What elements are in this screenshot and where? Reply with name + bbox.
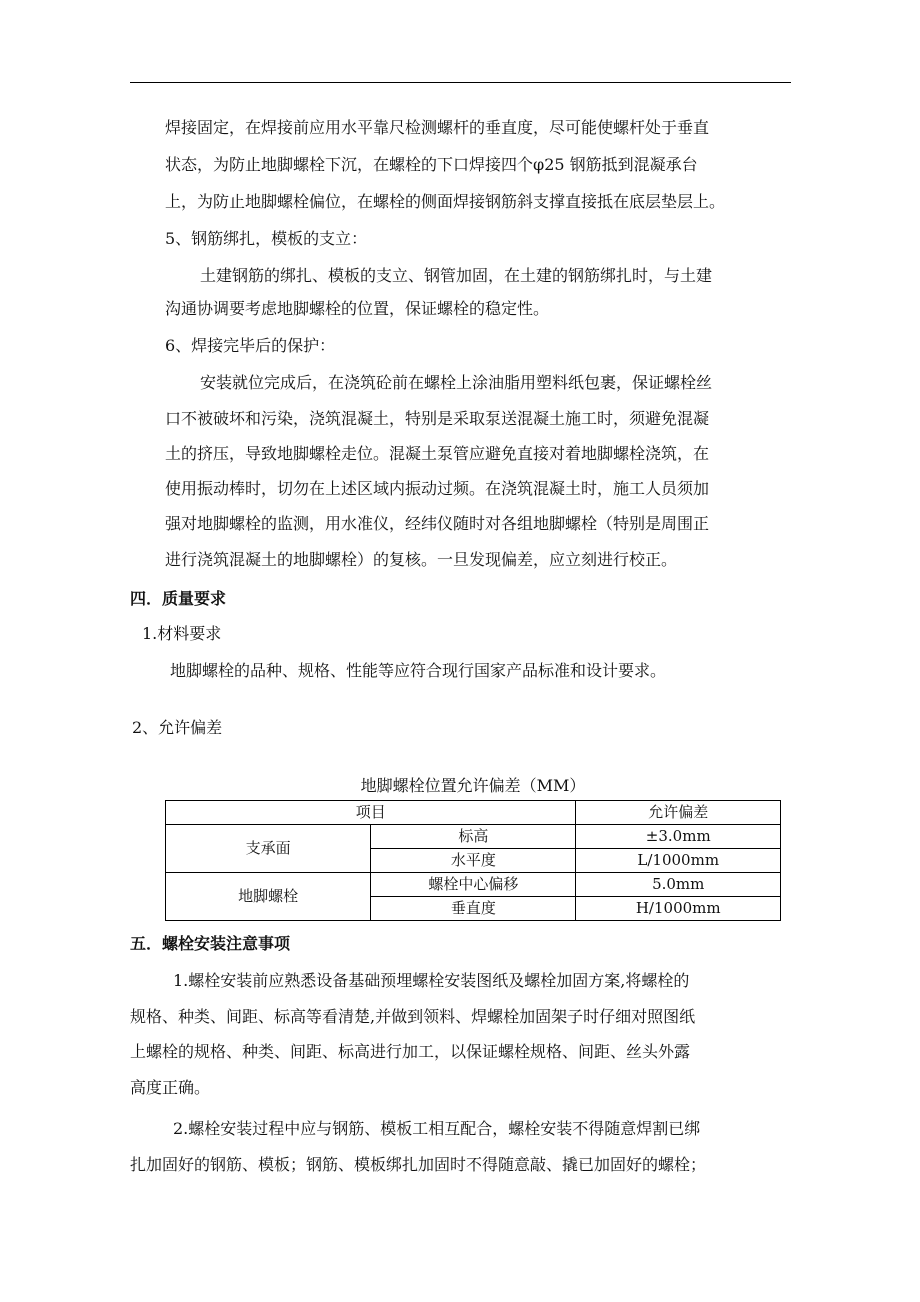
section-heading-bolt-install: 五．螺栓安装注意事项 xyxy=(130,934,291,953)
table-row xyxy=(166,873,781,897)
table-cell-item: 标高 xyxy=(371,825,576,849)
paragraph-line: 强对地脚螺栓的监测，用水准仪，经纬仪随时对各组地脚螺栓（特别是周围正 xyxy=(165,514,710,533)
table-cell-item: 水平度 xyxy=(371,849,576,873)
table-caption: 地脚螺栓位置允许偏差（MM） xyxy=(360,776,586,795)
paragraph-line: 口不被破坏和污染，浇筑混凝土，特别是采取泵送混凝土施工时，须避免混凝 xyxy=(165,409,710,428)
subheading-materials: 1.材料要求 xyxy=(142,624,222,643)
paragraph-line: 沟通协调要考虑地脚螺栓的位置，保证螺栓的稳定性。 xyxy=(165,299,550,318)
paragraph-line: 焊接固定，在焊接前应用水平靠尺检测螺杆的垂直度，尽可能使螺杆处于垂直 xyxy=(165,118,710,137)
paragraph-line: 使用振动棒时，切勿在上述区域内振动过频。在浇筑混凝土时，施工人员须加 xyxy=(165,479,710,498)
paragraph-line: 2.螺栓安装过程中应与钢筋、模板工相互配合，螺栓安装不得随意焊割已绑 xyxy=(173,1119,701,1138)
table-cell-tolerance: H/1000mm xyxy=(576,897,781,921)
section-heading-quality: 四．质量要求 xyxy=(130,589,227,608)
paragraph-line: 地脚螺栓的品种、规格、性能等应符合现行国家产品标准和设计要求。 xyxy=(170,661,667,680)
table-cell-item: 螺栓中心偏移 xyxy=(371,873,576,897)
tolerance-table xyxy=(165,800,781,921)
table-group-cell: 地脚螺栓 xyxy=(166,873,371,921)
table-header-item: 项目 xyxy=(166,801,576,825)
table-cell-tolerance: 5.0mm xyxy=(576,873,781,897)
paragraph-line: 状态，为防止地脚螺栓下沉，在螺栓的下口焊接四个φ25 钢筋抵到混凝承台 xyxy=(165,155,698,174)
table-header-row xyxy=(166,801,781,825)
paragraph-line: 扎加固好的钢筋、模板；钢筋、模板绑扎加固时不得随意敲、撬已加固好的螺栓； xyxy=(130,1155,707,1174)
paragraph-line: 高度正确。 xyxy=(130,1078,211,1097)
paragraph-line: 1.螺栓安装前应熟悉设备基础预埋螺栓安装图纸及螺栓加固方案,将螺栓的 xyxy=(173,971,690,990)
paragraph-line: 土建钢筋的绑扎、模板的支立、钢管加固，在土建的钢筋绑扎时，与土建 xyxy=(200,266,713,285)
header-rule xyxy=(130,82,791,83)
table-cell-item: 垂直度 xyxy=(371,897,576,921)
table-header-tolerance: 允许偏差 xyxy=(576,801,781,825)
paragraph-line: 上螺栓的规格、种类、间距、标高进行加工，以保证螺栓规格、间距、丝头外露 xyxy=(130,1042,691,1061)
paragraph-line: 安装就位完成后，在浇筑砼前在螺栓上涂油脂用塑料纸包裹，保证螺栓丝 xyxy=(200,373,713,392)
table-cell-tolerance: L/1000mm xyxy=(576,849,781,873)
paragraph-line: 上，为防止地脚螺栓偏位，在螺栓的侧面焊接钢筋斜支撑直接抵在底层垫层上。 xyxy=(165,192,726,211)
table-row xyxy=(166,825,781,849)
subheading-rebar: 5、钢筋绑扎，模板的支立： xyxy=(165,229,368,248)
table-group-cell: 支承面 xyxy=(166,825,371,873)
paragraph-line: 进行浇筑混凝土的地脚螺栓）的复核。一旦发现偏差，应立刻进行校正。 xyxy=(165,550,678,569)
subheading-protection: 6、焊接完毕后的保护： xyxy=(165,336,336,355)
paragraph-line: 土的挤压，导致地脚螺栓走位。混凝土泵管应避免直接对着地脚螺栓浇筑，在 xyxy=(165,444,710,463)
table-cell-tolerance: ±3.0mm xyxy=(576,825,781,849)
paragraph-line: 规格、种类、间距、标高等看清楚,并做到领料、焊螺栓加固架子时仔细对照图纸 xyxy=(130,1007,696,1026)
subheading-tolerance: 2、允许偏差 xyxy=(132,718,223,737)
